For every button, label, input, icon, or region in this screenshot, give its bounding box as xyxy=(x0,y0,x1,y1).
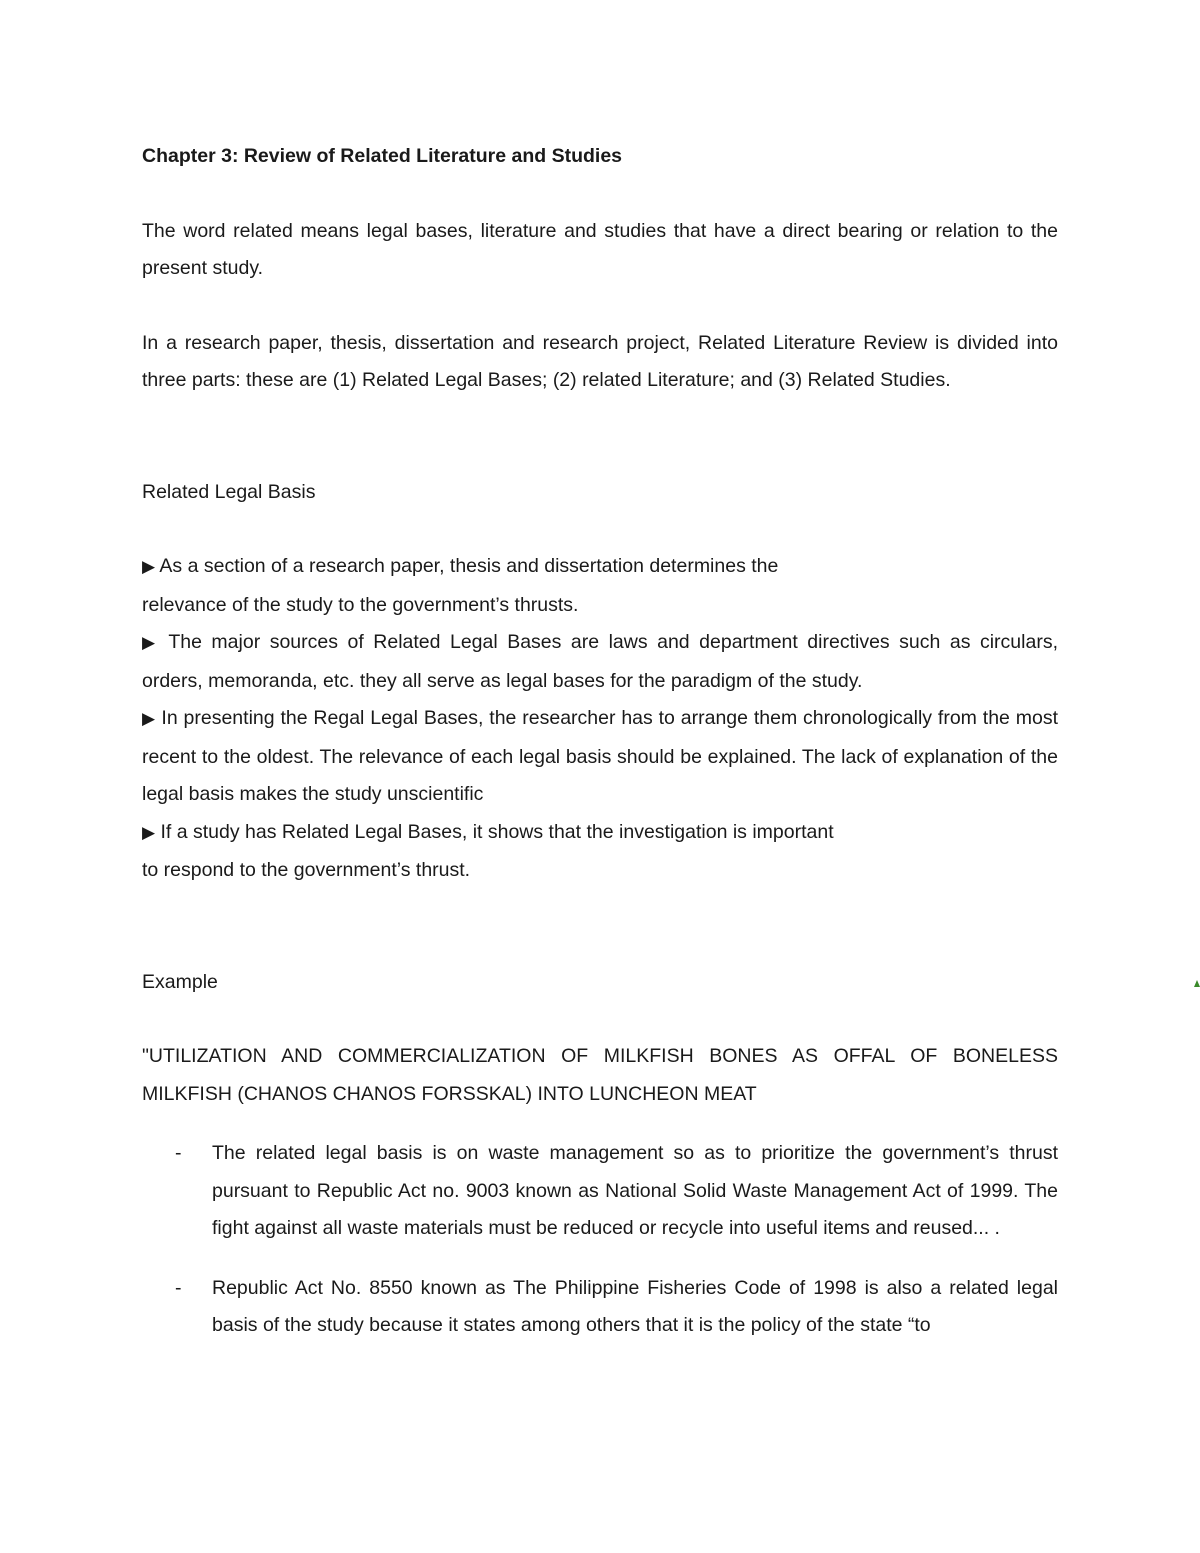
spacer xyxy=(142,890,1058,927)
bullet-item-4-line2: to respond to the government’s thrust. xyxy=(142,859,471,881)
bullet-item-2 xyxy=(142,624,1058,700)
legal-basis-bullets xyxy=(142,548,1058,890)
spacer xyxy=(142,437,1058,474)
example-item-1-text: The related legal basis is on waste management so as to prioritize the government’s thrust pursuant to Republic Act no. 9003 known as National Solid Waste Management Act of 1999. The fight against all waste materials must be reduced or recycle into useful items and reused... . xyxy=(212,1142,1058,1239)
bullet-item-2-text: The major sources of Related Legal Bases are laws and department directives such as circulars, orders, memoranda, etc. they all serve as legal bases for the paradigm of the study. xyxy=(142,631,1058,692)
dash-bullet-icon: - xyxy=(175,1142,182,1164)
bullet-item-4-line1: If a study has Related Legal Bases, it shows that the investigation is important xyxy=(160,820,834,843)
chapter-title: Chapter 3: Review of Related Literature and Studies xyxy=(142,145,623,167)
example-title: "UTILIZATION AND COMMERCIALIZATION OF MILKFISH BONES AS OFFAL OF BONELESS MILKFISH (CHANOS CHANOS FORSSKAL) INTO LUNCHEON MEAT xyxy=(142,1045,1058,1105)
document-page xyxy=(142,138,1058,1367)
example-heading: Example xyxy=(142,970,218,993)
bullet-item-1-line1: As a section of a research paper, thesis and dissertation determines the xyxy=(159,555,779,577)
bullet-item-3-text: In presenting the Regal Legal Bases, the researcher has to arrange them chronologically from the most recent to the oldest. The relevance of each legal basis should be explained. The lack of explanation of the legal basis makes the study unscientific xyxy=(142,707,1058,805)
example-item-2 xyxy=(142,1270,1058,1345)
example-list xyxy=(142,1135,1058,1345)
parts-paragraph: In a research paper, thesis, dissertation and research project, Related Literature Review is divided into three parts: these are (1) Related Legal Bases; (2) related Literature; and (3) Related Studies. xyxy=(142,331,1058,391)
bullet-item-3 xyxy=(142,700,1058,814)
triangle-bullet-icon: ▶ xyxy=(142,633,160,653)
bullet-item-4 xyxy=(142,814,1058,890)
example-item-1 xyxy=(142,1135,1058,1248)
triangle-bullet-icon: ▶ xyxy=(142,709,156,729)
spacer xyxy=(142,927,1058,964)
bullet-item-1 xyxy=(142,548,1058,624)
triangle-bullet-icon: ▶ xyxy=(142,557,156,577)
section-heading: Related Legal Basis xyxy=(142,480,316,503)
dash-bullet-icon: - xyxy=(175,1276,182,1299)
triangle-bullet-icon: ▶ xyxy=(142,822,156,843)
example-item-2-text: Republic Act No. 8550 known as The Philippine Fisheries Code of 1998 is also a related legal basis of the study because it states among others that it is the policy of the state “to xyxy=(212,1276,1058,1336)
intro-paragraph: The word related means legal bases, literature and studies that have a direct bearing or relation to the present study. xyxy=(142,219,1058,279)
bullet-item-1-line2: relevance of the study to the government’s thrusts. xyxy=(142,593,579,616)
margin-marker-icon xyxy=(1194,980,1200,987)
